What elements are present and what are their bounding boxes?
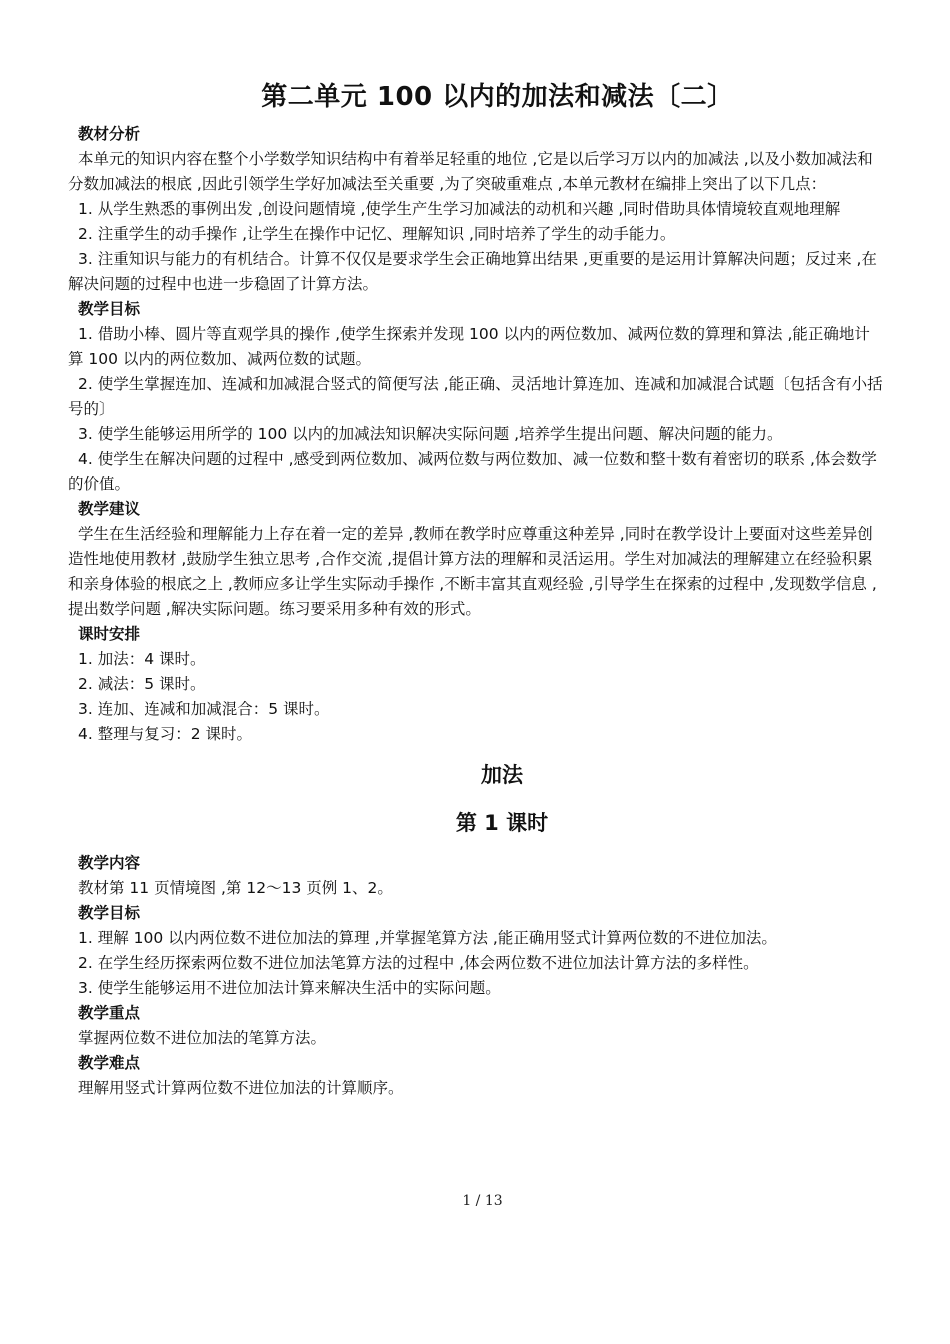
- section-heading-teaching-suggestions: 教学建议: [78, 500, 141, 518]
- list-item: 1. 从学生熟悉的事例出发 ,创设问题情境 ,使学生产生学习加减法的动机和兴趣 ,同时借助具体情境较直观地理解: [78, 200, 841, 218]
- section-heading-schedule: 课时安排: [78, 625, 141, 643]
- list-item: 1. 借助小棒、圆片等直观学具的操作 ,使学生探索并发现 100 以内的两位数加、减两位数的算理和算法 ,能正确地计算 100 以内的两位数加、减两位数的试题。: [68, 325, 870, 368]
- section-heading-lesson-goals: 教学目标: [78, 904, 141, 922]
- teaching-content-text: 教材第 11 页情境图 ,第 12～13 页例 1、2。: [78, 879, 393, 897]
- section-heading-teaching-content: 教学内容: [78, 854, 141, 872]
- section-heading-textbook-analysis: 教材分析: [78, 125, 141, 143]
- textbook-analysis-intro: 本单元的知识内容在整个小学数学知识结构中有着举足轻重的地位 ,它是以后学习万以内的加减法 ,以及小数加减法和分数加减法的根底 ,因此引领学生学好加减法至关重要 ,为了突破重难点 ,本单元教材在编排上突出了以下几点：: [68, 150, 873, 193]
- lesson-title: 第 1 课时: [455, 811, 549, 835]
- list-item: 1. 加法：4 课时。: [78, 650, 206, 668]
- list-item: 2. 减法：5 课时。: [78, 675, 206, 693]
- list-item: 4. 使学生在解决问题的过程中 ,感受到两位数加、减两位数与两位数加、减一位数和整十数有着密切的联系 ,体会数学的价值。: [68, 450, 877, 493]
- section-heading-teaching-goals: 教学目标: [78, 300, 141, 318]
- part-title: 加法: [481, 763, 523, 787]
- section-heading-key-points: 教学重点: [78, 1004, 141, 1022]
- section-heading-difficulties: 教学难点: [78, 1054, 141, 1072]
- teaching-suggestions-text: 学生在生活经验和理解能力上存在着一定的差异 ,教师在教学时应尊重这种差异 ,同时在教学设计上要面对这些差异创造性地使用教材 ,鼓励学生独立思考 ,合作交流 ,提倡计算方法的理解和灵活运用。学生对加减法的理解建立在经验积累和亲身体验的根底之上 ,教师应多让学生实际动手操作 ,不断丰富其直观经验 ,引导学生在探索的过程中 ,发现数学信息 ,提出数学问题 ,解决实际问题。练习要采用多种有效的形式。: [68, 525, 877, 618]
- difficulties-text: 理解用竖式计算两位数不进位加法的计算顺序。: [78, 1079, 404, 1097]
- list-item: 2. 在学生经历探索两位数不进位加法笔算方法的过程中 ,体会两位数不进位加法计算方法的多样性。: [78, 954, 759, 972]
- list-item: 3. 连加、连减和加减混合：5 课时。: [78, 700, 330, 718]
- list-item: 4. 整理与复习：2 课时。: [78, 725, 253, 743]
- list-item: 3. 使学生能够运用不进位加法计算来解决生活中的实际问题。: [78, 979, 501, 997]
- list-item: 3. 使学生能够运用所学的 100 以内的加减法知识解决实际问题 ,培养学生提出问题、解决问题的能力。: [78, 425, 783, 443]
- list-item: 2. 使学生掌握连加、连减和加减混合竖式的简便写法 ,能正确、灵活地计算连加、连减和加减混合试题〔包括含有小括号的〕: [68, 375, 883, 418]
- list-item: 3. 注重知识与能力的有机结合。计算不仅仅是要求学生会正确地算出结果 ,更重要的是运用计算解决问题；反过来 ,在解决问题的过程中也进一步稳固了计算方法。: [68, 250, 877, 293]
- list-item: 1. 理解 100 以内两位数不进位加法的算理 ,并掌握笔算方法 ,能正确用竖式计算两位数的不进位加法。: [78, 929, 777, 947]
- list-item: 2. 注重学生的动手操作 ,让学生在操作中记忆、理解知识 ,同时培养了学生的动手能力。: [78, 225, 676, 243]
- page-number: 1 / 13: [462, 1193, 503, 1209]
- page-title: 第二单元 100 以内的加法和减法〔二〕: [261, 82, 734, 112]
- document-body: [68, 122, 884, 1101]
- key-points-text: 掌握两位数不进位加法的笔算方法。: [78, 1029, 327, 1047]
